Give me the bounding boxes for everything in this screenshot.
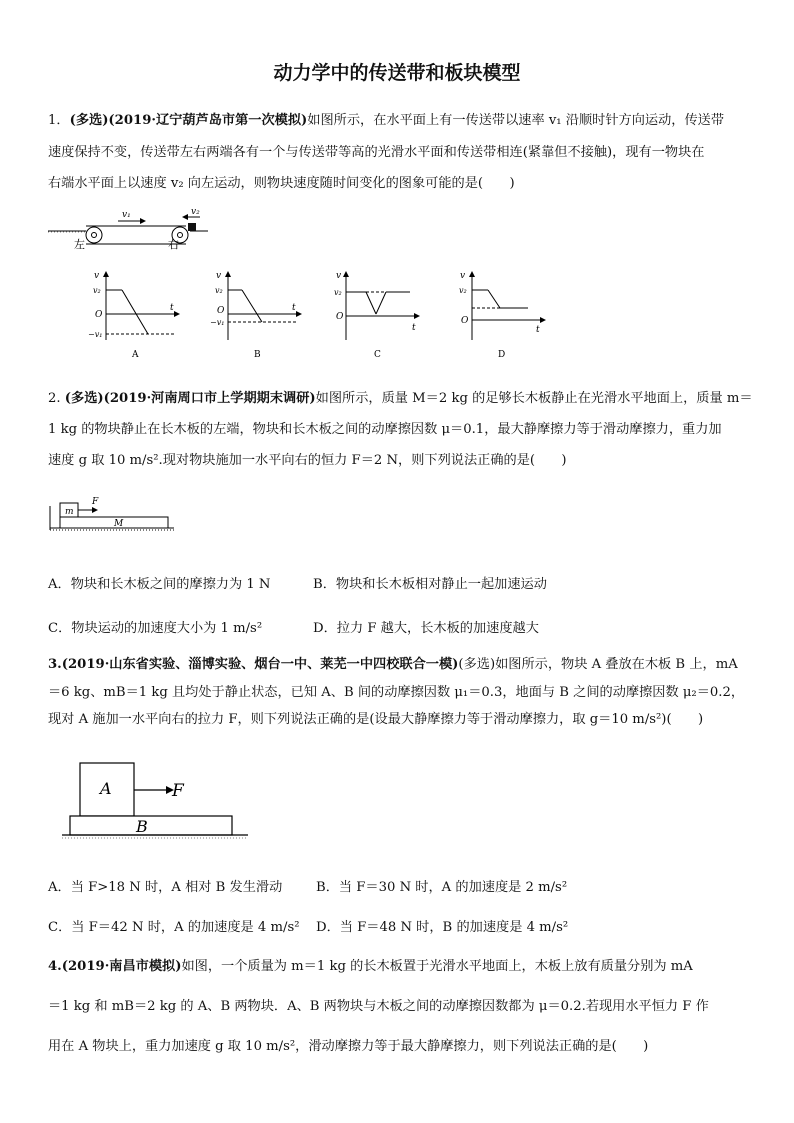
q2-option-d: D．拉力 F 越大，长木板的加速度越大 xyxy=(313,621,539,636)
graph-c xyxy=(330,268,430,363)
svg-text:O: O xyxy=(95,310,103,320)
svg-text:v₂: v₂ xyxy=(215,286,223,295)
svg-text:−v₁: −v₁ xyxy=(210,318,225,327)
q1-line1 xyxy=(48,112,768,130)
svg-text:t: t xyxy=(536,325,540,335)
svg-text:F: F xyxy=(92,497,99,507)
q2-line1: 2. (多选)(2019·河南周口市上学期期末调研)如图所示，质量 M＝2 kg 的足够长木板静止在光滑水平地面上，质量 m＝ xyxy=(48,391,753,406)
q1-line2: 速度保持不变，传送带左右两端各有一个与传送带等高的光滑水平面和传送带相连(紧靠但不接触)，现有一物块在 xyxy=(48,145,705,160)
q3-line2: ＝6 kg、mB＝1 kg 且均处于静止状态，已知 A、B 间的动摩擦因数 μ₁＝0.3，地面与 B 之间的动摩擦因数 μ₂＝0.2， xyxy=(48,685,745,700)
graph-d-label: D xyxy=(498,350,506,360)
svg-text:v₂: v₂ xyxy=(334,288,342,297)
q3-line3: 现对 A 施加一水平向右的拉力 F，则下列说法正确的是(设最大静摩擦力等于滑动摩擦力，取 g＝10 m/s²)( ) xyxy=(48,712,704,727)
svg-text:O: O xyxy=(217,306,225,316)
v1-label: v₁ xyxy=(122,210,131,220)
v2-label: v₂ xyxy=(191,207,200,217)
q2-option-a: A．物块和长木板之间的摩擦力为 1 N xyxy=(48,577,271,592)
svg-text:t: t xyxy=(292,303,296,313)
ab-stack-figure xyxy=(60,760,260,844)
svg-text:t: t xyxy=(170,303,174,313)
q4-line2: ＝1 kg 和 mB＝2 kg 的 A、B 两物块．A、B 两物块与木板之间的动摩擦因数都为 μ＝0.2.若现用水平恒力 F 作 xyxy=(48,999,709,1014)
q2-option-c: C．物块运动的加速度大小为 1 m/s² xyxy=(48,621,263,636)
graph-c-label: C xyxy=(374,350,381,360)
q1-line3: 右端水平面上以速度 v₂ 向左运动，则物块速度随时间变化的图象可能的是( ) xyxy=(48,176,515,191)
q2-line2: 1 kg 的物块静止在长木板的左端，物块和长木板之间的动摩擦因数 μ＝0.1，最大静摩擦力等于滑动摩擦力，重力加 xyxy=(48,422,722,437)
right-label: 右 xyxy=(168,238,179,250)
svg-text:v₂: v₂ xyxy=(459,286,467,295)
q4-line3: 用在 A 物块上，重力加速度 g 取 10 m/s²，滑动摩擦力等于最大静摩擦力，则下列说法正确的是( ) xyxy=(48,1039,649,1054)
q4-line1: 4.(2019·南昌市模拟)如图，一个质量为 m＝1 kg 的长木板置于光滑水平地面上，木板上放有质量分别为 mA xyxy=(48,959,693,974)
page-title: 动力学中的传送带和板块模型 xyxy=(273,62,521,84)
block xyxy=(188,223,196,231)
q1-text-1: 如图所示，在水平面上有一传送带以速率 v₁ 沿顺时针方向运动，传送带 xyxy=(307,113,725,128)
svg-text:v: v xyxy=(460,271,466,281)
q1-number: 1． xyxy=(48,113,70,128)
graph-b-label: B xyxy=(254,350,261,360)
svg-text:v: v xyxy=(216,271,222,281)
svg-text:m: m xyxy=(65,507,74,517)
svg-text:F: F xyxy=(172,781,184,801)
svg-text:M: M xyxy=(114,519,124,529)
q3-option-d: D．当 F＝48 N 时，B 的加速度是 4 m/s² xyxy=(316,920,569,935)
svg-text:t: t xyxy=(412,323,416,333)
graph-a-label: A xyxy=(132,350,139,360)
svg-text:O: O xyxy=(461,316,469,326)
conveyor-belt-figure xyxy=(48,205,208,250)
q3-line1: 3.(2019·山东省实验、淄博实验、烟台一中、莱芜一中四校联合一模)(多选)如图所示，物块 A 叠放在木板 B 上，mA xyxy=(48,657,738,672)
q1-source: (多选)(2019·辽宁葫芦岛市第一次模拟) xyxy=(69,113,308,128)
graph-a xyxy=(86,268,186,363)
svg-text:v: v xyxy=(336,271,342,281)
svg-text:B: B xyxy=(136,817,148,836)
q3-source: 3.(2019·山东省实验、淄博实验、烟台一中、莱芜一中四校联合一模) xyxy=(48,657,459,672)
graph-b xyxy=(208,268,308,363)
block-board-figure xyxy=(48,492,178,542)
q3-option-b: B．当 F＝30 N 时，A 的加速度是 2 m/s² xyxy=(316,880,568,895)
svg-text:v: v xyxy=(94,271,100,281)
q2-option-b: B．物块和长木板相对静止一起加速运动 xyxy=(313,577,547,592)
svg-text:v₂: v₂ xyxy=(93,286,101,295)
graph-d xyxy=(452,268,552,363)
q3-option-c: C．当 F＝42 N 时，A 的加速度是 4 m/s² xyxy=(48,920,300,935)
svg-text:−v₁: −v₁ xyxy=(88,330,103,339)
q2-source: (多选)(2019·河南周口市上学期期末调研) xyxy=(64,391,316,406)
left-label: 左 xyxy=(74,238,85,250)
q3-option-a: A．当 F>18 N 时，A 相对 B 发生滑动 xyxy=(48,880,283,895)
svg-text:O: O xyxy=(336,312,344,322)
svg-text:A: A xyxy=(100,779,112,798)
q2-line3: 速度 g 取 10 m/s².现对物块施加一水平向右的恒力 F＝2 N，则下列说法正确的是( ) xyxy=(48,453,567,468)
q4-source: 4.(2019·南昌市模拟) xyxy=(48,959,182,974)
